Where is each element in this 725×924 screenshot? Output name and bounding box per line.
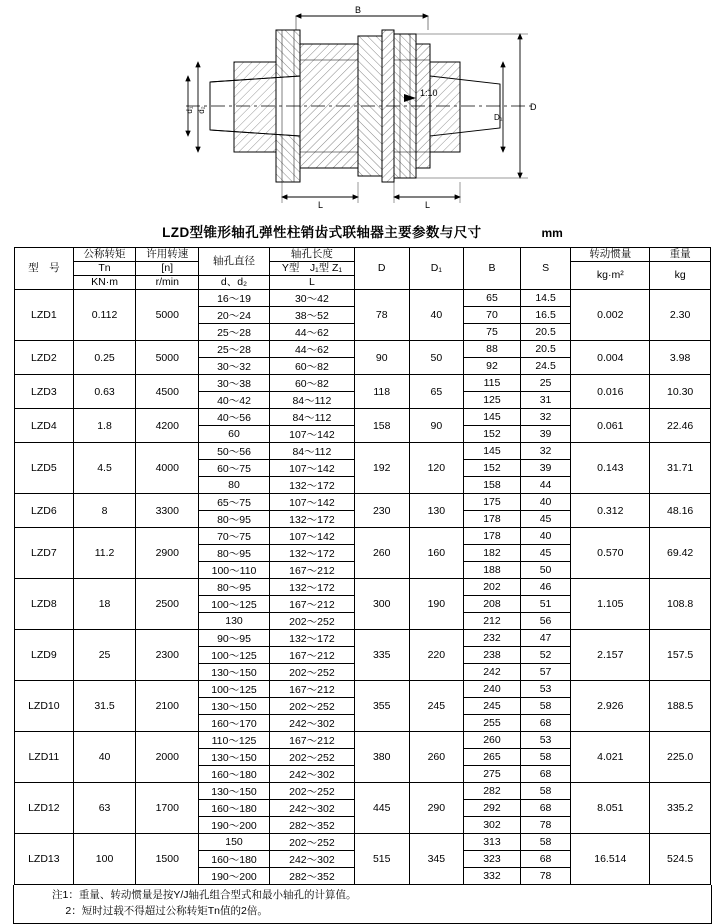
cell-bore-length: 167～212 — [269, 732, 354, 749]
cell-B: 255 — [464, 715, 521, 732]
cell-B: 212 — [464, 613, 521, 630]
cell-bore-dia: 80～95 — [199, 579, 270, 596]
cell-S: 56 — [520, 613, 571, 630]
cell-bore-length: 107～142 — [269, 460, 354, 477]
cell-B: 302 — [464, 817, 521, 834]
th-speed-unit: r/min — [136, 276, 199, 290]
cell-D: 90 — [354, 341, 409, 375]
cell-torque: 0.112 — [73, 290, 136, 341]
cell-bore-length: 202～252 — [269, 613, 354, 630]
th-weight-unit: kg — [650, 262, 711, 290]
cell-model: LZD7 — [15, 528, 74, 579]
th-torque-sym: Tn — [73, 262, 136, 276]
table-row — [15, 783, 711, 800]
spec-table — [14, 247, 711, 885]
note-1: 注1：重量、转动惯量是按Y/J轴孔组合型式和最小轴孔的计算值。 — [52, 889, 357, 902]
cell-bore-length: 132～172 — [269, 630, 354, 647]
cell-D1: 130 — [409, 494, 464, 528]
cell-model: LZD13 — [15, 834, 74, 885]
cell-S: 39 — [520, 460, 571, 477]
table-row — [15, 732, 711, 749]
cell-S: 45 — [520, 545, 571, 562]
cell-S: 31 — [520, 392, 571, 409]
dim-label-L-right: L — [425, 200, 431, 210]
table-row — [15, 409, 711, 426]
cell-inertia: 0.004 — [571, 341, 650, 375]
cell-B: 332 — [464, 868, 521, 885]
th-speed: 许用转速 — [136, 248, 199, 262]
cell-S: 68 — [520, 715, 571, 732]
cell-inertia: 0.002 — [571, 290, 650, 341]
cell-speed: 2900 — [136, 528, 199, 579]
cell-S: 58 — [520, 698, 571, 715]
page-title: LZD型锥形轴孔弹性柱销齿式联轴器主要参数与尺寸 — [162, 225, 482, 240]
table-row — [15, 375, 711, 392]
cell-weight: 22.46 — [650, 409, 711, 443]
cell-S: 58 — [520, 749, 571, 766]
cell-weight: 225.0 — [650, 732, 711, 783]
cell-speed: 2500 — [136, 579, 199, 630]
cell-bore-length: 282～352 — [269, 817, 354, 834]
cell-bore-length: 202～252 — [269, 834, 354, 851]
cell-B: 115 — [464, 375, 521, 392]
cell-torque: 31.5 — [73, 681, 136, 732]
cell-bore-length: 242～302 — [269, 851, 354, 868]
th-inertia-unit: kg·m² — [571, 262, 650, 290]
cell-torque: 0.63 — [73, 375, 136, 409]
cell-B: 158 — [464, 477, 521, 494]
cell-B: 178 — [464, 511, 521, 528]
cell-S: 50 — [520, 562, 571, 579]
cell-D: 300 — [354, 579, 409, 630]
cell-S: 20.5 — [520, 341, 571, 358]
cell-B: 313 — [464, 834, 521, 851]
table-row — [15, 443, 711, 460]
cell-bore-length: 107～142 — [269, 426, 354, 443]
th-model: 型 号 — [15, 248, 74, 290]
cell-S: 40 — [520, 528, 571, 545]
cell-bore-dia: 160～180 — [199, 800, 270, 817]
cell-model: LZD1 — [15, 290, 74, 341]
cell-bore-length: 242～302 — [269, 715, 354, 732]
cell-bore-dia: 100～110 — [199, 562, 270, 579]
cell-S: 68 — [520, 766, 571, 783]
cell-S: 78 — [520, 817, 571, 834]
cell-B: 92 — [464, 358, 521, 375]
cell-D1: 260 — [409, 732, 464, 783]
cell-B: 202 — [464, 579, 521, 596]
cell-bore-dia: 80～95 — [199, 545, 270, 562]
cell-B: 260 — [464, 732, 521, 749]
cell-bore-dia: 16～19 — [199, 290, 270, 307]
cell-D: 78 — [354, 290, 409, 341]
cell-B: 275 — [464, 766, 521, 783]
cell-B: 145 — [464, 409, 521, 426]
cell-B: 265 — [464, 749, 521, 766]
cell-bore-dia: 30～32 — [199, 358, 270, 375]
cell-bore-length: 107～142 — [269, 494, 354, 511]
cell-bore-dia: 160～180 — [199, 766, 270, 783]
dim-label-d1: d₁ — [185, 106, 194, 114]
cell-model: LZD9 — [15, 630, 74, 681]
cell-bore-length: 167～212 — [269, 647, 354, 664]
cell-S: 14.5 — [520, 290, 571, 307]
cell-bore-dia: 160～170 — [199, 715, 270, 732]
cell-bore-dia: 100～125 — [199, 647, 270, 664]
cell-B: 292 — [464, 800, 521, 817]
cell-S: 16.5 — [520, 307, 571, 324]
cell-B: 238 — [464, 647, 521, 664]
cell-bore-dia: 30～38 — [199, 375, 270, 392]
cell-B: 145 — [464, 443, 521, 460]
cell-torque: 100 — [73, 834, 136, 885]
cell-weight: 108.8 — [650, 579, 711, 630]
cell-B: 245 — [464, 698, 521, 715]
cell-inertia: 0.143 — [571, 443, 650, 494]
cell-torque: 11.2 — [73, 528, 136, 579]
cell-S: 58 — [520, 783, 571, 800]
cell-D1: 90 — [409, 409, 464, 443]
cell-D1: 40 — [409, 290, 464, 341]
cell-bore-length: 30～42 — [269, 290, 354, 307]
cell-bore-length: 44～62 — [269, 341, 354, 358]
cell-torque: 25 — [73, 630, 136, 681]
table-title-row — [0, 221, 725, 241]
cell-D1: 160 — [409, 528, 464, 579]
cell-weight: 524.5 — [650, 834, 711, 885]
cell-S: 52 — [520, 647, 571, 664]
cell-B: 182 — [464, 545, 521, 562]
th-B: B — [464, 248, 521, 290]
cell-S: 44 — [520, 477, 571, 494]
cell-S: 40 — [520, 494, 571, 511]
cell-torque: 18 — [73, 579, 136, 630]
cell-bore-dia: 130～150 — [199, 664, 270, 681]
cell-D1: 245 — [409, 681, 464, 732]
cell-B: 232 — [464, 630, 521, 647]
cell-weight: 48.16 — [650, 494, 711, 528]
cell-inertia: 2.926 — [571, 681, 650, 732]
cell-D: 230 — [354, 494, 409, 528]
cell-bore-length: 202～252 — [269, 664, 354, 681]
table-row — [15, 834, 711, 851]
taper-label: 1:10 — [420, 88, 438, 98]
cell-B: 88 — [464, 341, 521, 358]
cell-inertia: 8.051 — [571, 783, 650, 834]
cell-bore-dia: 25～28 — [199, 324, 270, 341]
th-bore-dia-sym: d、d₂ — [199, 276, 270, 290]
th-bore-len-types: Y型 J₁型 Z₁ — [269, 262, 354, 276]
cell-bore-dia: 90～95 — [199, 630, 270, 647]
cell-B: 282 — [464, 783, 521, 800]
cell-bore-dia: 60 — [199, 426, 270, 443]
th-torque-unit: KN·m — [73, 276, 136, 290]
cell-torque: 1.8 — [73, 409, 136, 443]
cell-B: 323 — [464, 851, 521, 868]
cell-S: 24.5 — [520, 358, 571, 375]
cell-S: 20.5 — [520, 324, 571, 341]
cell-bore-length: 132～172 — [269, 545, 354, 562]
cell-S: 47 — [520, 630, 571, 647]
cell-speed: 2300 — [136, 630, 199, 681]
table-notes — [13, 885, 712, 923]
cell-bore-dia: 100～125 — [199, 681, 270, 698]
cell-inertia: 0.061 — [571, 409, 650, 443]
cell-bore-length: 202～252 — [269, 783, 354, 800]
cell-bore-dia: 40～56 — [199, 409, 270, 426]
cell-S: 39 — [520, 426, 571, 443]
cell-S: 57 — [520, 664, 571, 681]
dim-label-d2: d₂ — [197, 106, 206, 114]
cell-bore-dia: 80 — [199, 477, 270, 494]
cell-bore-length: 38～52 — [269, 307, 354, 324]
cell-speed: 2000 — [136, 732, 199, 783]
cell-S: 68 — [520, 851, 571, 868]
cell-bore-length: 132～172 — [269, 511, 354, 528]
cell-bore-dia: 110～125 — [199, 732, 270, 749]
cell-D: 380 — [354, 732, 409, 783]
cell-weight: 31.71 — [650, 443, 711, 494]
cell-weight: 335.2 — [650, 783, 711, 834]
cell-bore-dia: 130 — [199, 613, 270, 630]
cell-bore-length: 84～112 — [269, 409, 354, 426]
table-row — [15, 341, 711, 358]
cell-S: 46 — [520, 579, 571, 596]
cell-B: 188 — [464, 562, 521, 579]
cell-bore-length: 202～252 — [269, 698, 354, 715]
cell-D: 515 — [354, 834, 409, 885]
cell-bore-length: 107～142 — [269, 528, 354, 545]
cell-model: LZD10 — [15, 681, 74, 732]
cell-D1: 220 — [409, 630, 464, 681]
cell-speed: 4000 — [136, 443, 199, 494]
cell-D: 445 — [354, 783, 409, 834]
cell-torque: 4.5 — [73, 443, 136, 494]
cell-bore-dia: 40～42 — [199, 392, 270, 409]
cell-B: 175 — [464, 494, 521, 511]
cell-inertia: 2.157 — [571, 630, 650, 681]
cell-B: 152 — [464, 426, 521, 443]
cell-model: LZD8 — [15, 579, 74, 630]
cell-bore-dia: 25～28 — [199, 341, 270, 358]
cell-B: 70 — [464, 307, 521, 324]
cell-S: 45 — [520, 511, 571, 528]
cell-inertia: 4.021 — [571, 732, 650, 783]
cell-weight: 188.5 — [650, 681, 711, 732]
cell-inertia: 0.570 — [571, 528, 650, 579]
cell-weight: 2.30 — [650, 290, 711, 341]
th-bore-dia: 轴孔直径 — [199, 248, 270, 276]
cell-bore-length: 132～172 — [269, 579, 354, 596]
th-torque: 公称转矩 — [73, 248, 136, 262]
cell-torque: 8 — [73, 494, 136, 528]
cell-bore-dia: 70～75 — [199, 528, 270, 545]
cell-torque: 0.25 — [73, 341, 136, 375]
dim-label-D1: D₁ — [494, 113, 503, 122]
coupling-drawing-svg — [0, 0, 725, 215]
cell-speed: 1700 — [136, 783, 199, 834]
cell-D: 355 — [354, 681, 409, 732]
cell-speed: 5000 — [136, 290, 199, 341]
cell-weight: 3.98 — [650, 341, 711, 375]
table-row — [15, 579, 711, 596]
cell-B: 242 — [464, 664, 521, 681]
cell-model: LZD3 — [15, 375, 74, 409]
cell-B: 125 — [464, 392, 521, 409]
cell-S: 53 — [520, 732, 571, 749]
cell-S: 32 — [520, 443, 571, 460]
dim-label-B: B — [354, 5, 362, 15]
cell-bore-length: 242～302 — [269, 800, 354, 817]
cell-D: 335 — [354, 630, 409, 681]
table-row — [15, 494, 711, 511]
cell-S: 68 — [520, 800, 571, 817]
cell-bore-length: 202～252 — [269, 749, 354, 766]
cell-bore-dia: 190～200 — [199, 817, 270, 834]
cell-B: 75 — [464, 324, 521, 341]
cell-B: 178 — [464, 528, 521, 545]
cell-bore-dia: 80～95 — [199, 511, 270, 528]
coupling-drawing — [0, 0, 725, 215]
cell-bore-dia: 100～125 — [199, 596, 270, 613]
th-weight: 重量 — [650, 248, 711, 262]
cell-bore-length: 167～212 — [269, 681, 354, 698]
th-S: S — [520, 248, 571, 290]
th-D: D — [354, 248, 409, 290]
cell-speed: 5000 — [136, 341, 199, 375]
table-row — [15, 290, 711, 307]
cell-bore-dia: 20～24 — [199, 307, 270, 324]
cell-bore-dia: 190～200 — [199, 868, 270, 885]
cell-S: 58 — [520, 834, 571, 851]
cell-bore-length: 242～302 — [269, 766, 354, 783]
cell-D1: 120 — [409, 443, 464, 494]
cell-B: 240 — [464, 681, 521, 698]
th-D1: D₁ — [409, 248, 464, 290]
cell-B: 65 — [464, 290, 521, 307]
cell-model: LZD4 — [15, 409, 74, 443]
cell-S: 32 — [520, 409, 571, 426]
cell-model: LZD2 — [15, 341, 74, 375]
cell-D1: 345 — [409, 834, 464, 885]
cell-model: LZD6 — [15, 494, 74, 528]
cell-weight: 69.42 — [650, 528, 711, 579]
cell-bore-dia: 160～180 — [199, 851, 270, 868]
cell-weight: 10.30 — [650, 375, 711, 409]
cell-S: 25 — [520, 375, 571, 392]
cell-speed: 2100 — [136, 681, 199, 732]
cell-B: 152 — [464, 460, 521, 477]
cell-S: 78 — [520, 868, 571, 885]
cell-bore-length: 60～82 — [269, 375, 354, 392]
cell-bore-length: 84～112 — [269, 392, 354, 409]
cell-speed: 4500 — [136, 375, 199, 409]
cell-speed: 4200 — [136, 409, 199, 443]
cell-D1: 190 — [409, 579, 464, 630]
cell-bore-length: 282～352 — [269, 868, 354, 885]
cell-bore-dia: 65～75 — [199, 494, 270, 511]
cell-bore-dia: 60～75 — [199, 460, 270, 477]
unit-label: mm — [541, 226, 563, 240]
dim-label-L-left: L — [318, 200, 324, 210]
cell-inertia: 0.312 — [571, 494, 650, 528]
cell-D: 192 — [354, 443, 409, 494]
cell-bore-length: 167～212 — [269, 596, 354, 613]
table-row — [15, 630, 711, 647]
cell-model: LZD11 — [15, 732, 74, 783]
cell-model: LZD5 — [15, 443, 74, 494]
cell-speed: 1500 — [136, 834, 199, 885]
note-2: 2：短时过载不得超过公称转矩Tn值的2倍。 — [52, 904, 268, 917]
dim-label-D: D — [530, 102, 537, 112]
cell-inertia: 0.016 — [571, 375, 650, 409]
cell-model: LZD12 — [15, 783, 74, 834]
cell-bore-length: 132～172 — [269, 477, 354, 494]
cell-bore-dia: 50～56 — [199, 443, 270, 460]
cell-bore-dia: 150 — [199, 834, 270, 851]
cell-D: 158 — [354, 409, 409, 443]
cell-bore-dia: 130～150 — [199, 783, 270, 800]
cell-bore-dia: 130～150 — [199, 749, 270, 766]
cell-S: 51 — [520, 596, 571, 613]
cell-inertia: 1.105 — [571, 579, 650, 630]
cell-D: 260 — [354, 528, 409, 579]
cell-bore-length: 84～112 — [269, 443, 354, 460]
cell-bore-length: 60～82 — [269, 358, 354, 375]
cell-weight: 157.5 — [650, 630, 711, 681]
table-row — [15, 681, 711, 698]
th-inertia: 转动惯量 — [571, 248, 650, 262]
cell-bore-dia: 130～150 — [199, 698, 270, 715]
cell-D: 118 — [354, 375, 409, 409]
cell-D1: 50 — [409, 341, 464, 375]
th-speed-sym: [n] — [136, 262, 199, 276]
th-bore-len-sym: L — [269, 276, 354, 290]
table-row — [15, 528, 711, 545]
cell-bore-length: 167～212 — [269, 562, 354, 579]
cell-bore-length: 44～62 — [269, 324, 354, 341]
cell-B: 208 — [464, 596, 521, 613]
cell-D1: 65 — [409, 375, 464, 409]
cell-torque: 40 — [73, 732, 136, 783]
cell-inertia: 16.514 — [571, 834, 650, 885]
cell-S: 53 — [520, 681, 571, 698]
th-bore-len: 轴孔长度 — [269, 248, 354, 262]
cell-torque: 63 — [73, 783, 136, 834]
cell-speed: 3300 — [136, 494, 199, 528]
cell-D1: 290 — [409, 783, 464, 834]
